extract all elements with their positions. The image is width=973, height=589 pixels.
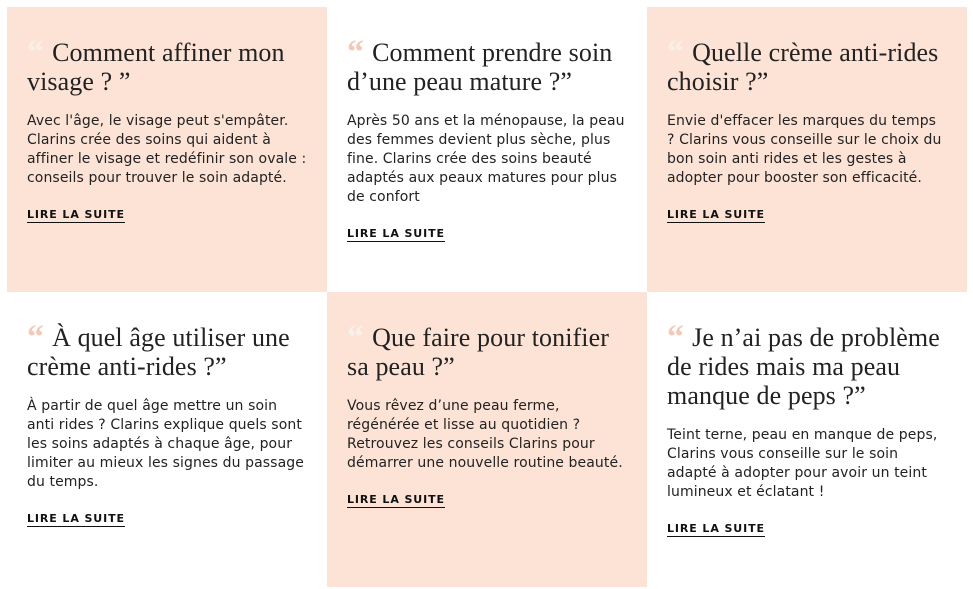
card-description: À partir de quel âge mettre un soin anti rides ? Clarins explique quels sont les soins adaptés à chaque âge, pour limiter au mieux les signes du passage du temps. bbox=[27, 398, 304, 490]
card-description: Vous rêvez d’une peau ferme, régénérée et lisse au quotidien ? Retrouvez les conseils Clarins pour démarrer une nouvelle routine beauté. bbox=[347, 398, 623, 471]
card-title bbox=[27, 319, 307, 381]
quote-mark-icon: “ bbox=[27, 34, 45, 71]
card-title-text: Comment affiner mon visage ? ” bbox=[27, 38, 285, 96]
card-description: Envie d'effacer les marques du temps ? Clarins vous conseille sur le choix du bon soin anti rides et les gestes à adopter pour booster son efficacité. bbox=[667, 113, 942, 186]
card-title-text: Je n’ai pas de problème de rides mais ma peau manque de peps ?” bbox=[667, 323, 940, 410]
quote-mark-icon: “ bbox=[347, 319, 365, 356]
read-more-link[interactable]: LIRE LA SUITE bbox=[347, 227, 445, 240]
quote-mark-icon: “ bbox=[27, 319, 45, 356]
card-description: Après 50 ans et la ménopause, la peau des femmes devient plus sèche, plus fine. Clarins crée des soins beauté adaptés aux peaux matures pour plus de confort bbox=[347, 113, 625, 205]
advice-card-creme-anti-rides bbox=[647, 7, 967, 292]
advice-cards-grid bbox=[7, 7, 967, 587]
advice-card-peau-mature bbox=[327, 7, 647, 292]
read-more-link[interactable]: LIRE LA SUITE bbox=[27, 512, 125, 525]
card-description: Teint terne, peau en manque de peps, Clarins vous conseille sur le soin adapté à adopter pour avoir un teint lumineux et éclatant ! bbox=[667, 427, 938, 500]
advice-card-peau-peps bbox=[647, 292, 967, 587]
quote-mark-icon: “ bbox=[667, 319, 685, 356]
card-title bbox=[347, 34, 627, 96]
card-title-text: Comment prendre soin d’une peau mature ?” bbox=[347, 38, 613, 96]
card-title bbox=[27, 34, 307, 96]
card-description: Avec l'âge, le visage peut s'empâter. Clarins crée des soins qui aident à affiner le visage et redéfinir son ovale : conseils pour trouver le soin adapté. bbox=[27, 113, 307, 186]
advice-card-affiner-visage bbox=[7, 7, 327, 292]
card-title-text: Que faire pour tonifier sa peau ?” bbox=[347, 323, 610, 381]
card-title bbox=[667, 319, 947, 410]
card-title bbox=[347, 319, 627, 381]
advice-card-age-anti-rides bbox=[7, 292, 327, 587]
read-more-link[interactable]: LIRE LA SUITE bbox=[347, 493, 445, 506]
card-title bbox=[667, 34, 947, 96]
read-more-link[interactable]: LIRE LA SUITE bbox=[27, 208, 125, 221]
advice-card-tonifier-peau bbox=[327, 292, 647, 587]
quote-mark-icon: “ bbox=[347, 34, 365, 71]
card-title-text: Quelle crème anti-rides choisir ?” bbox=[667, 38, 939, 96]
quote-mark-icon: “ bbox=[667, 34, 685, 71]
read-more-link[interactable]: LIRE LA SUITE bbox=[667, 208, 765, 221]
card-title-text: À quel âge utiliser une crème anti-rides ?” bbox=[27, 323, 290, 381]
read-more-link[interactable]: LIRE LA SUITE bbox=[667, 522, 765, 535]
